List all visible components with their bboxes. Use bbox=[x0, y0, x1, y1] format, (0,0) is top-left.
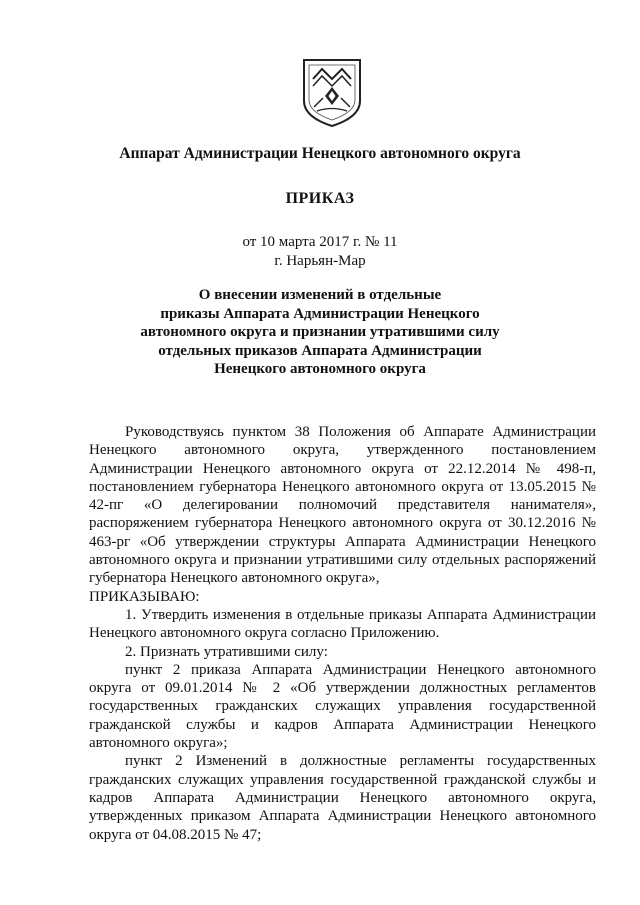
document-type: ПРИКАЗ bbox=[285, 190, 355, 207]
title-line: О внесении изменений в отдельные bbox=[198, 287, 442, 303]
item-2b-paragraph: пункт 2 Изменений в должностные регламенты государственных гражданских служащих управления государственной гражданской службы и кадров Аппарата Администрации Ненецкого автономного округа, утвержденных приказом Аппарата Администрации Ненецкого автономного округа от 04.08.2015 № 47; bbox=[89, 753, 596, 843]
title-line: автономного округа и признании утратившими силу bbox=[140, 324, 500, 340]
title-line: Ненецкого автономного округа bbox=[214, 361, 426, 377]
preamble-paragraph: Руководствуясь пунктом 38 Положения об Аппарате Администрации Ненецкого автономного округа, утвержденного постановлением Администрации Ненецкого автономного округа от 22.12.2014 № 498-п, постановлением губернатора Ненецкого автономного округа от 13.05.2015 № 42-пг «О делегировании полномочий представителя нанимателя», распоряжением губернатора Ненецкого автономного округа от 30.12.2016 № 463-рг «Об утверждении структуры Аппарата Администрации Ненецкого автономного округа и признании утратившими силу отдельных распоряжений губернатора Ненецкого автономного округа», bbox=[89, 424, 596, 587]
title-line: отдельных приказов Аппарата Администрации bbox=[158, 342, 482, 359]
coat-of-arms-emblem bbox=[301, 57, 363, 129]
organization-name: Аппарат Администрации Ненецкого автономного округа bbox=[119, 145, 521, 162]
title-line: приказы Аппарата Администрации Ненецкого bbox=[160, 305, 480, 322]
document-date: от 10 марта 2017 г. № 11 bbox=[242, 234, 398, 250]
item-2a-paragraph: пункт 2 приказа Аппарата Администрации Ненецкого автономного округа от 09.01.2014 № 2 «Об утверждении должностных регламентов государственных гражданских служащих управления государственной гражданской службы и кадров Аппарата Администрации Ненецкого автономного округа»; bbox=[89, 661, 596, 752]
document-title bbox=[0, 286, 640, 379]
document-city: г. Нарьян-Мар bbox=[274, 253, 366, 269]
document-body bbox=[89, 423, 596, 844]
item-1-paragraph: 1. Утвердить изменения в отдельные приказы Аппарата Администрации Ненецкого автономного округа согласно Приложению. bbox=[89, 606, 596, 642]
order-word: ПРИКАЗЫВАЮ: bbox=[89, 588, 200, 605]
item-2-paragraph: 2. Признать утратившими силу: bbox=[125, 643, 328, 660]
